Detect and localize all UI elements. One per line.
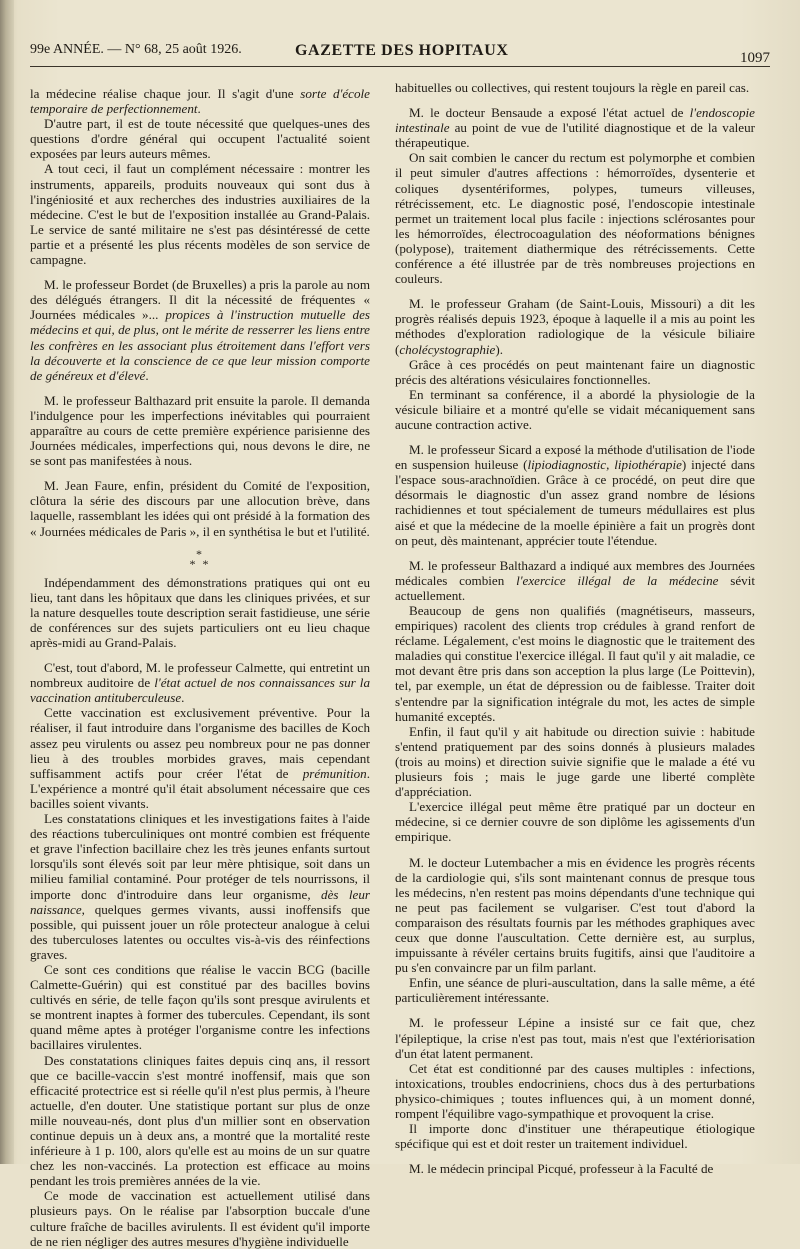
issue-info: 99e ANNÉE. — N° 68, 25 août 1926. (30, 42, 242, 57)
paragraph: M. le professeur Lépine a insisté sur ce fait que, chez l'épileptique, la crise n'est pas tout, mais n'est que l'extériorisation d'un état latent permanent. (395, 1015, 755, 1061)
paragraph: M. le professeur Sicard a exposé la méthode d'utilisation de l'iode en suspension huileuse (lipiodiagnostic, lipiothérapie) injecté dans l'espace sous-arachnoïdien. Grâce à ce procédé, on peut dire que désormais le diagnostic d'un assez grand nombre de lésions rachidiennes et tout spécialement de tumeurs médullaires est plus aisé et que la médecine de la moelle épinière a fait un progrès dont on peut, dès maintenant, apprécier toute l'étendue. (395, 442, 755, 548)
page-header (30, 40, 770, 66)
paragraph: M. le professeur Balthazard a indiqué aux membres des Journées médicales combien l'exercice illégal de la médecine sévit actuellement. (395, 557, 755, 603)
paragraph: Grâce à ces procédés on peut maintenant faire un diagnostic précis des altérations vésiculaires fonctionnelles. (395, 356, 755, 387)
paragraph: Cet état est conditionné par des causes multiples : infections, intoxications, troubles endocriniens, chocs dus à des perturbations physico-chimiques ; toutes influences qui, à un moment donné, rompent l'équilibre vago-sympathique et provoquent la crise. (395, 1060, 755, 1121)
paragraph: En terminant sa conférence, il a abordé la physiologie de la vésicule biliaire et a montré qu'elle se vidait mécaniquement sans aucune contraction active. (395, 386, 755, 432)
paragraph: Cette vaccination est exclusivement préventive. Pour la réaliser, il faut introduire dans l'organisme des bacilles de Koch assez peu virulents ou assez peu nombreux pour ne pas donner lieu à des troubles morbides graves, mais cependant suffisamment actifs pour créer l'état de prémunition. L'expérience a montré qu'il était absolument nécessaire que ces bacilles soient vivants. (30, 705, 370, 811)
paragraph: M. le docteur Lutembacher a mis en évidence les progrès récents de la cardiologie qui, s'ils sont maintenant connus de presque tous les médecins, n'en restent pas moins dépendants d'une technique qui ne peut pas facilement se vulgariser. C'est tout d'abord la comparaison des résultats fournis par les méthodes graphiques avec ceux que donne l'auscultation. Cette dernière est, au surplus, impuissante à révéler certains bruits fugitifs, ainsi que l'auditoire a pu s'en convaincre par un film parlant. (395, 854, 755, 976)
paragraph: Enfin, une séance de pluri-auscultation, dans la salle même, a été particulièrement intéressante. (395, 975, 755, 1006)
paragraph: M. le docteur Bensaude a exposé l'état actuel de l'endoscopie intestinale au point de vue de l'utilité diagnostique et de la valeur thérapeutique. (395, 105, 755, 151)
paragraph: Les constatations cliniques et les investigations faites à l'aide des réactions tuberculiniques ont montré combien est fréquente et grave l'infection bacillaire chez les très jeunes enfants surtout lorsqu'ils sont élevés soit par leur mère phtisique, soit dans un milieu familial contaminé. Pour protéger de tels nourrissons, il importe donc d'introduire dans leur organisme, dès leur naissance, quelques germes vivants, aussi inoffensifs que possible, qui puissent jouer un rôle protecteur analogue à celui des tuberculoses latentes ou occultes vis-à-vis des réinfections graves. (30, 811, 370, 962)
paragraph: L'exercice illégal peut même être pratiqué par un docteur en médecine, si ce dernier couvre de son diplôme les agissements d'un empirique. (395, 799, 755, 845)
section-separator: * * * (189, 546, 211, 571)
page-number: 1097 (740, 50, 770, 66)
paragraph: Beaucoup de gens non qualifiés (magnétiseurs, masseurs, empiriques) racolent des clients trop crédules à grand renfort de réclame. Légalement, c'est moins le diagnostic que le traitement des maladies qui constitue l'exercice illégal. Il faut qu'il y ait maladie, ce mot devant être pris dans son acception la plus large (Le Poittevin), tel, par exemple, un état de dépression ou de faiblesse. Traiter doit s'entendre par la signification intégrale du mot, les actes de simple humanité exceptés. (395, 603, 755, 724)
right-column (395, 80, 755, 1176)
paragraph: M. le professeur Graham (de Saint-Louis, Missouri) a dit les progrès réalisés depuis 1923, époque à laquelle il a mis au point les méthodes d'exploration radiologique de la vésicule biliaire (cholécystographie). (395, 296, 755, 357)
binding-gutter (0, 0, 14, 1164)
journal-title: GAZETTE DES HOPITAUX (295, 42, 509, 59)
paragraph: la médecine réalise chaque jour. Il s'agit d'une sorte d'école temporaire de perfectionnement. (30, 86, 370, 117)
paragraph: M. le professeur Bordet (de Bruxelles) a pris la parole au nom des délégués étrangers. Il dit la nécessité de fréquentes « Journées médicales »... propices à l'instruction mutuelle des médecins et qui, de plus, ont le mérite de resserrer les liens entre les confrères en les associant plus étroitement dans l'effort vers la découverte et la conscience de ce que leur mission comporte de généreux et d'élevé. (30, 277, 370, 383)
paragraph: On sait combien le cancer du rectum est polymorphe et combien il peut simuler d'autres affections : hémorroïdes, dysenterie et coliques dysentériformes, polypes, tumeurs villeuses, rétrécissement, etc. Le diagnostic posé, l'endoscopie intestinale permet un traitement local plus facile : injections sclérosantes pour les hémorroïdes, électrocoagulation des néoformations bénignes (polypose), traitement diathermique des rétrécissements. Cette conférence a été illustrée par de très nombreuses projections en couleurs. (395, 150, 755, 287)
paragraph: M. le professeur Balthazard prit ensuite la parole. Il demanda l'indulgence pour les imperfections inévitables qui pourraient apparaître au cours de cette première expérience parisienne des Journées médicales, imperfections qui, nous devons le dire, ne se sont pas manifestées à nous. (30, 392, 370, 469)
paragraph: C'est, tout d'abord, M. le professeur Calmette, qui entretint un nombreux auditoire de l'état actuel de nos connaissances sur la vaccination antituberculeuse. (30, 660, 370, 706)
paragraph: M. Jean Faure, enfin, président du Comité de l'exposition, clôtura la série des discours par une allocution brève, dans laquelle, rassemblant les idées qui ont présidé à la formation des « Journées médicales de Paris », il en synthétisa le but et l'utilité. (30, 478, 370, 539)
paragraph: Ce sont ces conditions que réalise le vaccin BCG (bacille Calmette-Guérin) qui est constitué par des bacilles bovins cultivés en série, de telle façon qu'ils sont presque avirulents et se montrent inaptes à former des tubercules. Cependant, ils sont quand même aptes à protéger l'organisme contre les infections bacillaires virulentes. (30, 961, 370, 1053)
paragraph: Enfin, il faut qu'il y ait habitude ou direction suivie : habitude s'entend pratiquement par des soins donnés à plusieurs malades (trois au moins) et direction suivie signifie que le malade a été vu plusieurs fois ; mais le juge garde une liberté complète d'appréciation. (395, 723, 755, 800)
paragraph: A tout ceci, il faut un complément nécessaire : montrer les instruments, appareils, produits nouveaux qui sont dus à l'ingéniosité et aux recherches des industries auxiliaires de la médecine. C'est le but de l'exposition installée au Grand-Palais. Le service de santé militaire ne s'est pas désintéressé de cette partie et a présenté les plus récents modèles de son service de campagne. (30, 161, 370, 268)
paragraph: M. le médecin principal Picqué, professeur à la Faculté de (409, 1161, 714, 1177)
paragraph: Il importe donc d'instituer une thérapeutique étiologique spécifique qui est et doit rester un traitement individuel. (395, 1121, 755, 1152)
paragraph: Indépendamment des démonstrations pratiques qui ont eu lieu, tant dans les hôpitaux que dans les cliniques privées, et sur la nature desquelles toute description serait fastidieuse, une série de conférences sur des sujets particuliers ont eu lieu chaque après-midi au Grand-Palais. (30, 574, 370, 650)
left-column (30, 86, 370, 1249)
paragraph: D'autre part, il est de toute nécessité que quelques-unes des questions d'ordre général qui occupent l'actualité soient exposées par leurs auteurs mêmes. (30, 116, 370, 162)
paragraph: Des constatations cliniques faites depuis cinq ans, il ressort que ce bacille-vaccin s'est montré inoffensif, mais que son efficacité protectrice est si réelle qu'il n'est plus permis, à l'heure actuelle, d'en douter. Une statistique portant sur plus de onze mille nouveau-nés, dont plus d'un millier sont en observation continue depuis un à deux ans, a montré que la mortalité reste inférieure à 1 p. 100, alors qu'elle est au moins de un sur quatre chez les non-vaccinés. La protection est efficace au moins pendant les trois premières années de la vie. (30, 1052, 370, 1189)
header-rule (30, 66, 770, 67)
paragraph: Ce mode de vaccination est actuellement utilisé dans plusieurs pays. On le réalise par l'absorption buccale d'une culture fraîche de bacilles avirulents. Il est évident qu'il importe de ne rien négliger des autres mesures d'hygiène individuelle (30, 1188, 370, 1249)
paragraph: habituelles ou collectives, qui restent toujours la règle en pareil cas. (395, 80, 750, 95)
